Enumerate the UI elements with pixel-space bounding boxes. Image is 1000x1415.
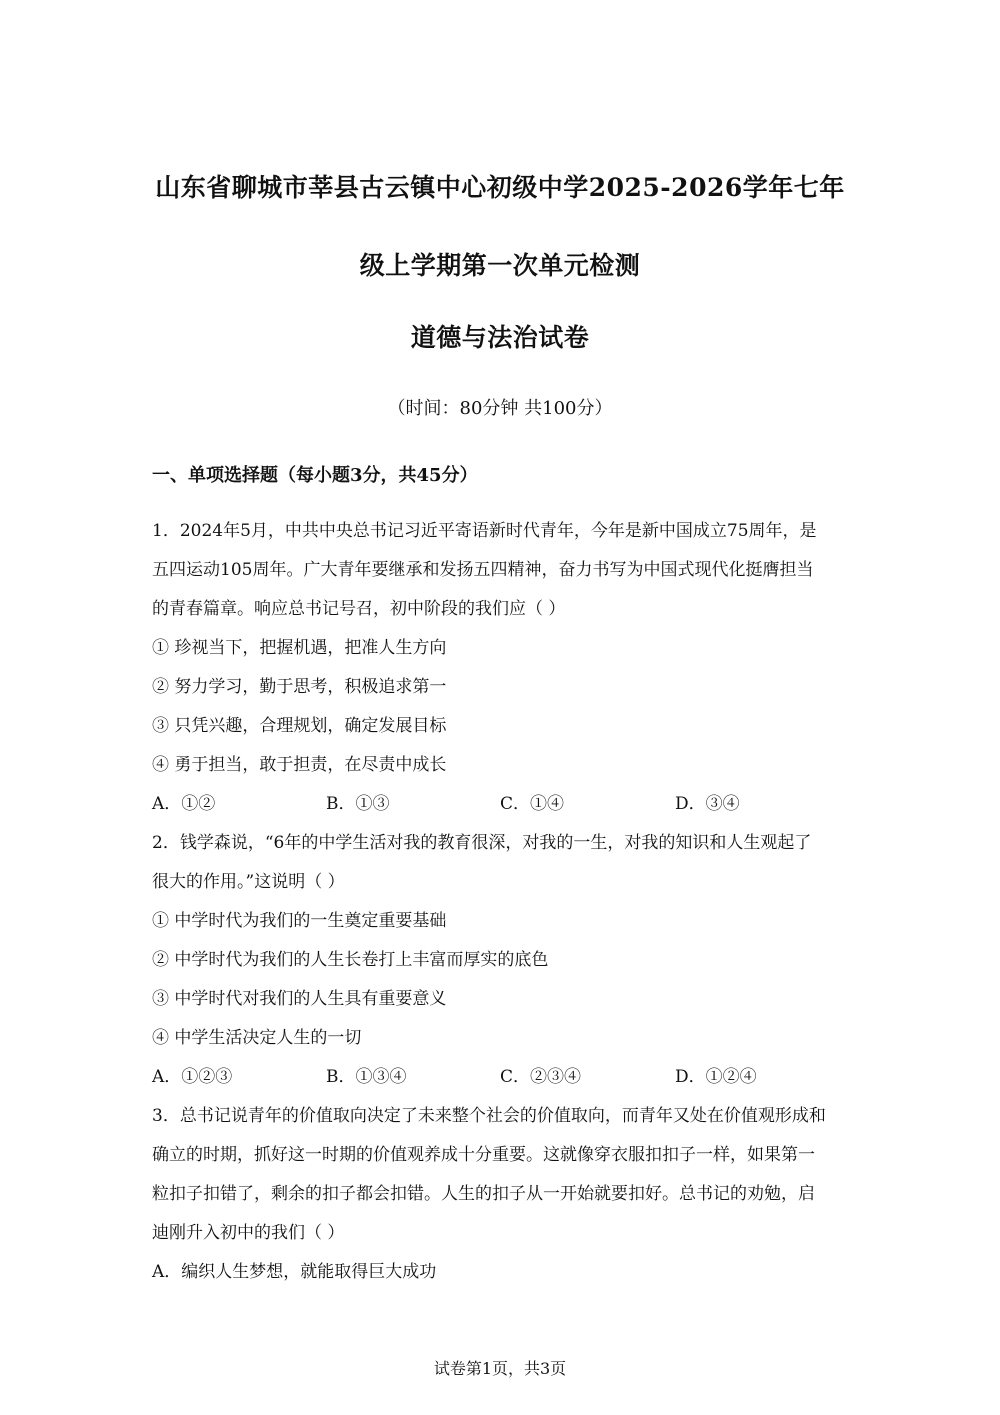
question-3-stem: 粒扣子扣错了，剩余的扣子都会扣错。人生的扣子从一开始就要扣好。总书记的劝勉，启 <box>152 1184 815 1204</box>
exam-title-line-2: 级上学期第一次单元检测 <box>359 251 641 280</box>
question-3-stem: 确立的时期，抓好这一时期的价值观养成十分重要。这就像穿衣服扣扣子一样，如果第一 <box>152 1145 815 1165</box>
page-footer: 试卷第1页，共3页 <box>433 1359 567 1378</box>
question-1-item: ① 珍视当下，把握机遇，把准人生方向 <box>152 638 447 658</box>
question-1-option-a: A．①② <box>152 794 216 814</box>
exam-subject-title: 道德与法治试卷 <box>410 323 590 352</box>
question-1-option-d: D．③④ <box>675 794 740 814</box>
question-2-item: ① 中学时代为我们的一生奠定重要基础 <box>152 911 447 931</box>
question-1-item: ② 努力学习，勤于思考，积极追求第一 <box>152 677 447 697</box>
question-2-option-c: C．②③④ <box>500 1067 582 1087</box>
question-1-item: ③ 只凭兴趣，合理规划，确定发展目标 <box>152 716 447 736</box>
question-2-item: ④ 中学生活决定人生的一切 <box>152 1028 362 1048</box>
question-2-item: ② 中学时代为我们的人生长卷打上丰富而厚实的底色 <box>152 950 549 970</box>
question-2-option-a: A．①②③ <box>152 1067 233 1087</box>
exam-time-score: （时间：80分钟 共100分） <box>387 398 613 419</box>
exam-title-line-1: 山东省聊城市莘县古云镇中心初级中学2025-2026学年七年 <box>155 173 845 202</box>
question-3-stem: 3．总书记说青年的价值取向决定了未来整个社会的价值取向，而青年又处在价值观形成和 <box>152 1106 826 1126</box>
question-1-item: ④ 勇于担当，敢于担责，在尽责中成长 <box>152 755 447 775</box>
question-2-stem: 2．钱学森说，“6年的中学生活对我的教育很深，对我的一生，对我的知识和人生观起了 <box>152 833 812 853</box>
question-2-stem: 很大的作用。”这说明（ ） <box>152 872 345 892</box>
question-1-stem: 的青春篇章。响应总书记号召，初中阶段的我们应（ ） <box>152 599 566 619</box>
question-1-stem: 1．2024年5月，中共中央总书记习近平寄语新时代青年，今年是新中国成立75周年，是 <box>152 521 817 541</box>
question-2-option-b: B．①③④ <box>326 1067 407 1087</box>
question-3-option-a: A．编织人生梦想，就能取得巨大成功 <box>152 1262 437 1282</box>
question-1-stem: 五四运动105周年。广大青年要继承和发扬五四精神，奋力书写为中国式现代化挺膺担当 <box>152 560 814 580</box>
question-2-option-d: D．①②④ <box>675 1067 757 1087</box>
question-1-option-b: B．①③ <box>326 794 390 814</box>
question-1-option-c: C．①④ <box>500 794 565 814</box>
question-3-stem: 迪刚升入初中的我们（ ） <box>152 1223 345 1243</box>
question-2-item: ③ 中学时代对我们的人生具有重要意义 <box>152 989 447 1009</box>
section-heading: 一、单项选择题（每小题3分，共45分） <box>152 465 478 486</box>
